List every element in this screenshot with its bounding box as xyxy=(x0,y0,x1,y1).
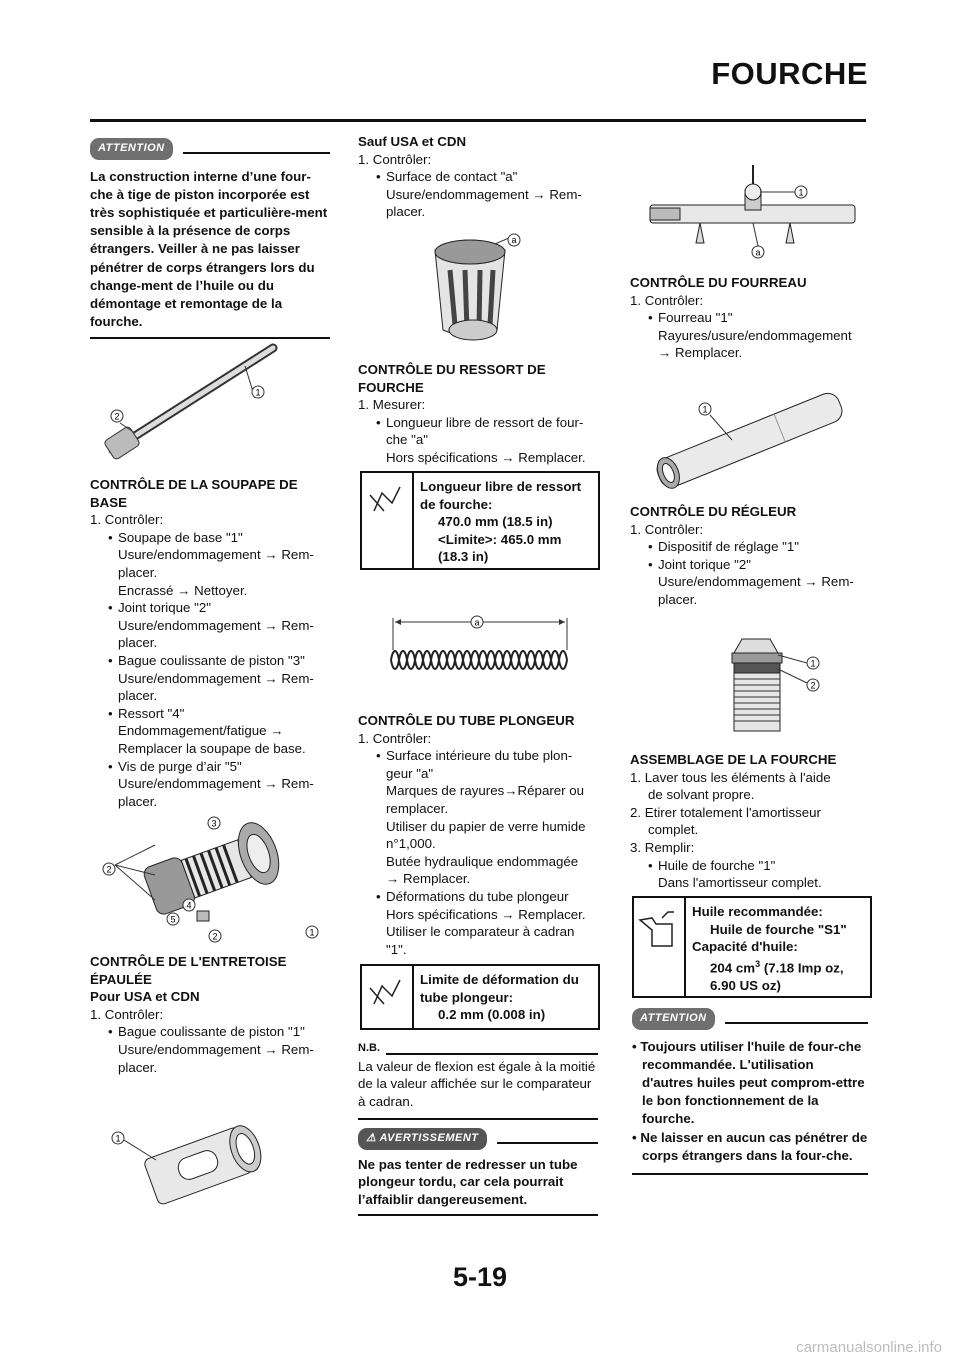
callout-a: a xyxy=(511,235,517,245)
spec-label-cont: tube plongeur: xyxy=(420,989,514,1005)
spec-value-part: 204 cm xyxy=(710,960,756,976)
callout-2: 2 xyxy=(114,411,120,422)
list-item: placer. xyxy=(118,688,158,704)
page-title: FOURCHE xyxy=(711,56,868,91)
spec-value: 470.0 mm (18.5 in) xyxy=(438,514,553,530)
step: 1. Contrôler: xyxy=(630,292,704,308)
figure-spacer xyxy=(108,1120,288,1210)
step: 3. Remplir: xyxy=(630,839,695,855)
section-title: ASSEMBLAGE DE LA FOURCHE xyxy=(630,752,837,767)
figure-spring xyxy=(385,610,585,670)
attention-header xyxy=(90,138,330,160)
list-item: • Joint torique "2" xyxy=(630,556,870,574)
spec-value xyxy=(692,956,866,977)
section-title: CONTRÔLE DU RÉGLEUR xyxy=(630,504,797,519)
list-item: • Longueur libre de ressort de four- xyxy=(358,414,603,432)
attention-item-text: Toujours utiliser l'huile de four-che recommandée. L'utilisation d'autres huiles peut comprom-ettre le bon fonctionnement de la fourche. xyxy=(640,1038,865,1127)
list-item: Rayures/usure/endommagement xyxy=(658,327,852,343)
section-adjuster xyxy=(630,503,870,609)
list-item: Usure/endommagement → Rem- xyxy=(118,617,314,633)
list-item: Usure/endommagement → Rem- xyxy=(118,670,314,686)
list-item: che "a" xyxy=(386,432,428,448)
section-title-cont: ÉPAULÉE xyxy=(90,971,152,987)
warning-block xyxy=(358,1128,598,1216)
coil xyxy=(391,651,567,669)
list-item: placer. xyxy=(118,1059,158,1075)
callout-1: 1 xyxy=(255,387,261,398)
warning-text: Ne pas tenter de redresser un tube plongeur tordu, car cela pourrait l’affaiblir dangereusement. xyxy=(358,1156,578,1207)
spec-limit-cont: (18.3 in) xyxy=(438,549,489,565)
spec-label: Longueur libre de ressort xyxy=(420,479,582,494)
attention-badge: ATTENTION xyxy=(90,138,173,160)
oil-can-icon xyxy=(634,898,686,996)
step: 1. Contrôler: xyxy=(358,730,432,746)
note-label: N.B. xyxy=(358,1042,380,1054)
list-item: Hors spécifications → Remplacer. xyxy=(386,449,586,465)
spec-label-cont: de fourche: xyxy=(420,496,493,512)
callout-3: 3 xyxy=(211,818,217,829)
list-item: placer. xyxy=(118,564,158,580)
warning-badge: ⚠ AVERTISSEMENT xyxy=(358,1128,487,1150)
list-item: geur "a" xyxy=(386,765,434,781)
figure-base-valve xyxy=(95,815,325,945)
callout-1: 1 xyxy=(309,927,315,938)
page-number: 5-19 xyxy=(452,1262,508,1292)
callout-1: 1 xyxy=(810,658,816,669)
step: 1. Contrôler: xyxy=(90,512,164,528)
attention-item: • Toujours utiliser l'huile de four-che recommandée. L'utilisation d'autres huiles peut comprom-ettre le bon fonctionnement de la fourche. xyxy=(632,1038,865,1127)
list-item: • Fourreau "1" xyxy=(630,309,870,327)
list-item: placer. xyxy=(386,204,426,220)
step: 1. Contrôler: xyxy=(90,1006,164,1022)
watermark-link[interactable]: carmanualsonline.info xyxy=(796,1339,942,1356)
spec-value-sup: 3 xyxy=(755,958,761,969)
header-rule xyxy=(90,119,866,122)
step-cont: complet. xyxy=(648,822,699,838)
warning-badge-label: AVERTISSEMENT xyxy=(379,1132,479,1144)
callout-2b: 2 xyxy=(212,931,218,942)
callout-a: a xyxy=(755,247,761,258)
list-item: • Soupape de base "1" xyxy=(90,529,335,547)
list-item: "1". xyxy=(386,941,407,957)
spec-label: Huile recommandée: xyxy=(692,904,823,919)
callout-a: a xyxy=(474,617,480,628)
list-item: • Bague coulissante de piston "1" xyxy=(90,1023,335,1041)
figure-adjuster xyxy=(712,625,832,737)
spec-value: 0.2 mm (0.008 in) xyxy=(438,1007,546,1023)
list-item: • Surface de contact "a" xyxy=(358,168,603,186)
attention-text: La construction interne d’une four-che à tige de piston incorporée est très sophistiquée et particulière-ment sensible à la présence de corps étrangers. Veiller à ne pas laisser pénétrer de corps étrangers lors du change-ment de l’huile ou du démontage et remontage de la fourche. xyxy=(90,168,328,330)
callout-1: 1 xyxy=(115,1133,121,1144)
list-item: Butée hydraulique endommagée xyxy=(386,853,579,869)
attention-badge: ATTENTION xyxy=(632,1008,715,1030)
list-item: • Surface intérieure du tube plon- xyxy=(358,747,603,765)
spec-box-runout xyxy=(360,964,600,1030)
step: 1. Laver tous les éléments à l'aide xyxy=(630,769,831,785)
list-item: → Remplacer. xyxy=(386,871,471,887)
step-cont: de solvant propre. xyxy=(648,787,755,803)
list-item: Usure/endommagement → Rem- xyxy=(118,547,314,563)
list-item: placer. xyxy=(658,591,698,607)
list-item: • Dispositif de réglage "1" xyxy=(630,538,870,556)
measure-icon xyxy=(362,473,414,568)
step: 1. Contrôler: xyxy=(358,151,432,167)
list-item: Utiliser du papier de verre humide xyxy=(386,818,586,834)
list-item: • Ressort "4" xyxy=(90,705,335,723)
spec-value-rest: (7.18 Imp oz, xyxy=(760,960,844,976)
list-item: → Remplacer. xyxy=(658,345,743,361)
section-inner-tube xyxy=(358,712,603,958)
list-item: • Huile de fourche "1" xyxy=(630,857,870,875)
attention-item: • Ne laisser en aucun cas pénétrer de corps étrangers dans la four-che. xyxy=(632,1129,868,1163)
spec-limit: <Limite>: 465.0 mm xyxy=(438,531,562,547)
callout-1: 1 xyxy=(702,404,708,415)
callout-2: 2 xyxy=(810,680,816,691)
list-item: • Bague coulissante de piston "3" xyxy=(90,652,335,670)
section-title-cont: FOURCHE xyxy=(358,379,424,395)
section-title: CONTRÔLE DU FOURREAU xyxy=(630,275,807,290)
list-item: Usure/endommagement → Rem- xyxy=(386,186,582,202)
spec-box-spring-length xyxy=(360,471,600,570)
section-title-cont: BASE xyxy=(90,494,127,510)
list-item: placer. xyxy=(118,793,158,809)
list-item: placer. xyxy=(118,635,158,651)
list-item: • Vis de purge d’air "5" xyxy=(90,758,335,776)
spec-label: Capacité d'huile: xyxy=(692,939,798,955)
step: 1. Contrôler: xyxy=(630,521,704,537)
figure-outer-tube xyxy=(642,385,857,495)
list-item: Usure/endommagement → Rem- xyxy=(658,574,854,590)
list-item: n°1,000. xyxy=(386,836,436,852)
section-outer-tube xyxy=(630,274,870,362)
list-item: Encrassé → Nettoyer. xyxy=(118,582,248,598)
list-item: Marques de rayures→Réparer ou xyxy=(386,783,585,799)
callout-2: 2 xyxy=(106,864,112,875)
section-base-valve xyxy=(90,476,335,810)
spec-box-oil xyxy=(632,896,872,998)
section-assembly xyxy=(630,751,870,892)
spec-value-cont: 6.90 US oz) xyxy=(710,977,781,993)
list-item: Hors spécifications → Remplacer. xyxy=(386,906,586,922)
callout-4: 4 xyxy=(186,900,192,911)
list-item: Utiliser le comparateur à cadran xyxy=(386,924,575,940)
note-text: La valeur de flexion est égale à la moitié de la valeur affichée sur le comparateur à cadran. xyxy=(358,1058,596,1109)
list-item: Endommagement/fatigue → xyxy=(118,723,284,739)
section-title: CONTRÔLE DE LA SOUPAPE DE xyxy=(90,477,298,492)
list-item: Remplacer la soupape de base. xyxy=(118,740,306,756)
section-title: CONTRÔLE DE L'ENTRETOISE xyxy=(90,954,287,969)
step: 1. Mesurer: xyxy=(358,397,426,413)
left-column xyxy=(90,138,330,339)
figure-piston-rod xyxy=(95,338,295,463)
spec-label: Limite de déformation du xyxy=(420,972,579,987)
list-item: • Joint torique "2" xyxy=(90,599,335,617)
section-subtitle: Sauf USA et CDN xyxy=(358,134,467,149)
section-title: CONTRÔLE DU RESSORT DE xyxy=(358,362,546,377)
list-item: • Déformations du tube plongeur xyxy=(358,888,603,906)
spec-value: Huile de fourche "S1" xyxy=(710,921,847,937)
callout-5: 5 xyxy=(170,914,176,925)
list-item: Dans l'amortisseur complet. xyxy=(658,875,822,891)
callout-1: 1 xyxy=(798,187,804,198)
section-spacer xyxy=(90,953,335,1076)
list-item: remplacer. xyxy=(386,800,449,816)
list-item: Usure/endommagement → Rem- xyxy=(118,1041,314,1057)
attention-block-right xyxy=(632,1008,868,1175)
section-title: CONTRÔLE DU TUBE PLONGEUR xyxy=(358,713,575,728)
figure-contact-surface xyxy=(415,230,535,350)
figure-dial-gauge xyxy=(640,160,865,265)
note-block xyxy=(358,1040,598,1120)
section-fork-spring xyxy=(358,361,603,467)
measure-icon xyxy=(362,966,414,1028)
attention-item-text: Ne laisser en aucun cas pénétrer de corps étrangers dans la four-che. xyxy=(640,1129,868,1163)
section-subtitle: Pour USA et CDN xyxy=(90,989,200,1005)
section-except-usa xyxy=(358,133,603,221)
step: 2. Etirer totalement l'amortisseur xyxy=(630,804,821,820)
list-item: Usure/endommagement → Rem- xyxy=(118,776,314,792)
